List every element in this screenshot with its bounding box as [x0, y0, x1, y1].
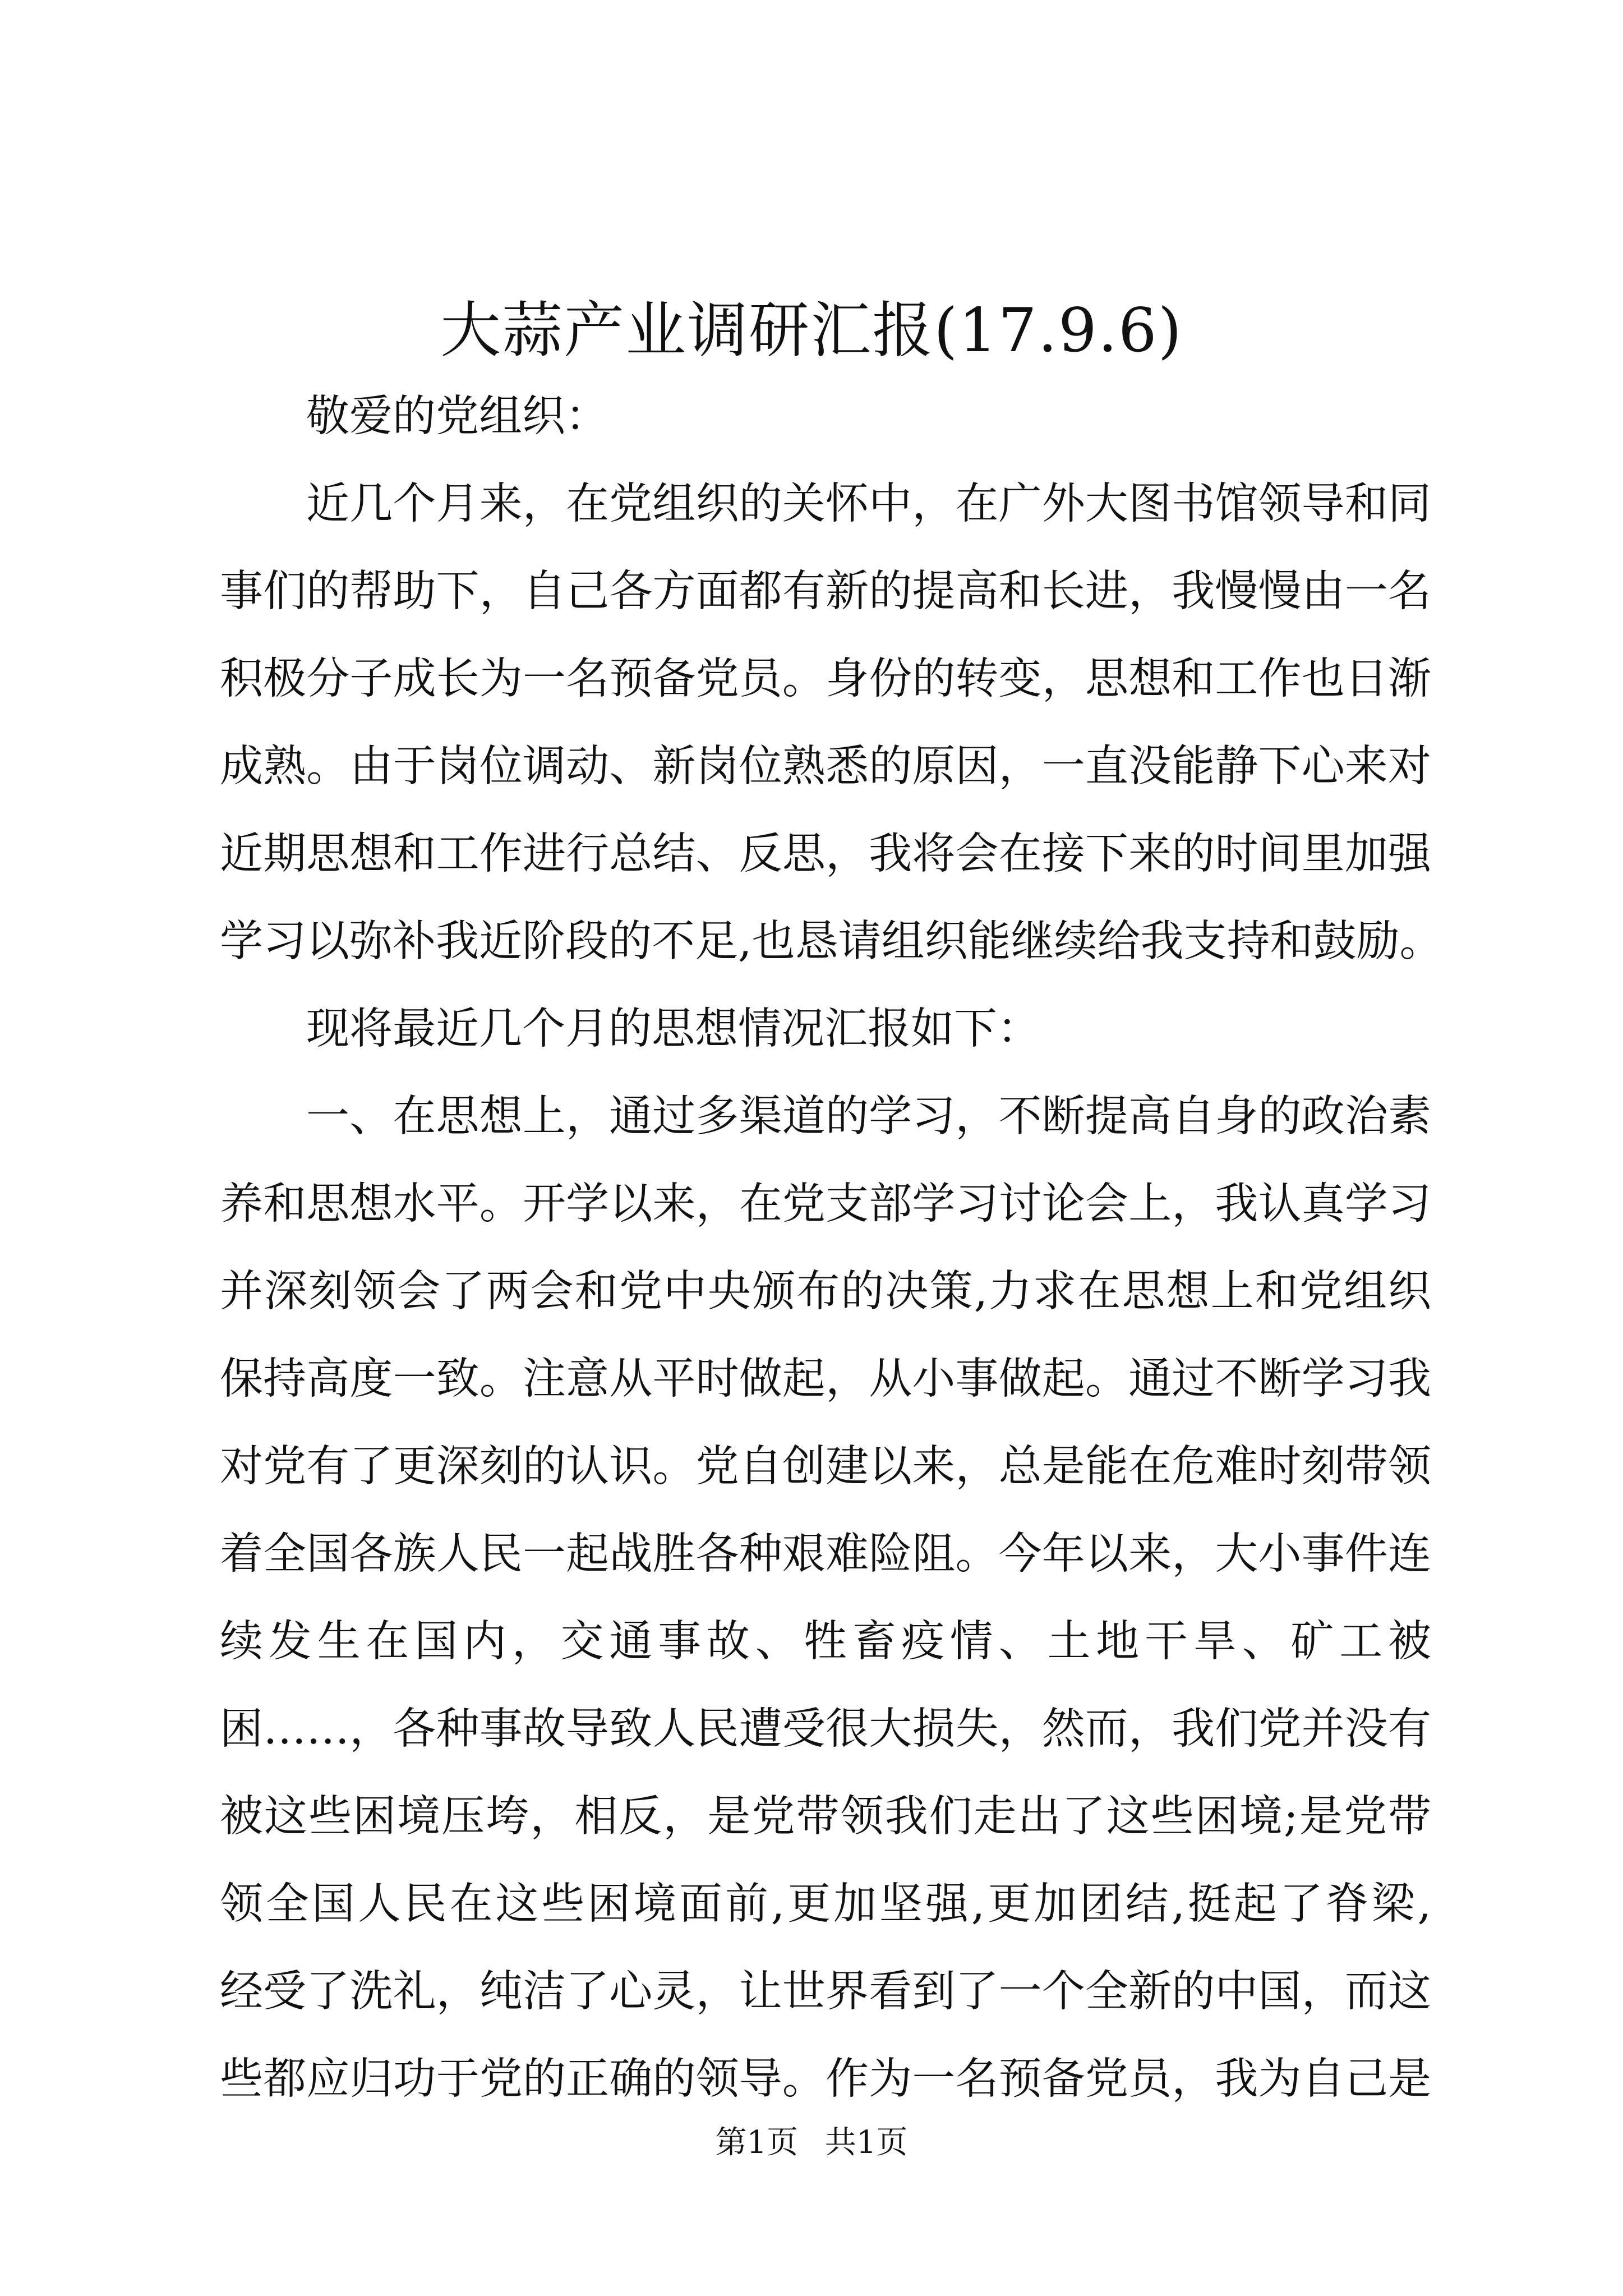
- text-line: 事们的帮助下，自己各方面都有新的提高和长进，我慢慢由一名: [220, 567, 1431, 616]
- text-line: 养和思想水平。开学以来，在党支部学习讨论会上，我认真学习: [220, 1179, 1431, 1229]
- text-line: 些都应归功于党的正确的领导。作为一名预备党员，我为自己是: [220, 2054, 1431, 2104]
- text-line: 学习以弥补我近阶段的不足,也恳请组织能继续给我支持和鼓励。: [220, 917, 1443, 967]
- text-line: 续发生在国内，交通事故、牲畜疫情、土地干旱、矿工被: [220, 1617, 1431, 1667]
- text-line: 领全国人民在这些困境面前,更加坚强,更加团结,挺起了脊梁,: [220, 1879, 1431, 1929]
- text-line: 现将最近几个月的思想情况汇报如下：: [306, 1004, 1040, 1054]
- text-line: 被这些困境压垮，相反，是党带领我们走出了这些困境;是党带: [220, 1792, 1431, 1842]
- text-line: 着全国各族人民一起战胜各种艰难险阻。今年以来，大小事件连: [220, 1529, 1431, 1579]
- text-line: 成熟。由于岗位调动、新岗位熟悉的原因，一直没能静下心来对: [220, 742, 1431, 792]
- text-line: 对党有了更深刻的认识。党自创建以来，总是能在危难时刻带领: [220, 1442, 1431, 1492]
- text-line: 近期思想和工作进行总结、反思，我将会在接下来的时间里加强: [220, 829, 1431, 879]
- text-line: 经受了洗礼，纯洁了心灵，让世界看到了一个全新的中国，而这: [220, 1967, 1431, 2017]
- page-footer: [0, 2120, 1623, 2165]
- document-title: 大蒜产业调研汇报(17.9.6): [440, 296, 1183, 366]
- text-line: 敬爱的党组织：: [306, 392, 608, 441]
- document-body: [220, 373, 1443, 2123]
- page-number: 第1页: [715, 2124, 799, 2161]
- text-line: 困……，各种事故导致人民遭受很大损失，然而，我们党并没有: [220, 1704, 1431, 1754]
- text-line: 一、在思想上，通过多渠道的学习，不断提高自身的政治素: [306, 1092, 1431, 1142]
- text-line: 保持高度一致。注意从平时做起，从小事做起。通过不断学习我: [220, 1354, 1431, 1404]
- text-line: 近几个月来，在党组织的关怀中，在广外大图书馆领导和同: [306, 479, 1431, 529]
- page-total: 共1页: [824, 2124, 908, 2161]
- text-line: 积极分子成长为一名预备党员。身份的转变，思想和工作也日渐: [220, 654, 1431, 704]
- text-line: 并深刻领会了两会和党中央颁布的决策,力求在思想上和党组织: [220, 1267, 1431, 1317]
